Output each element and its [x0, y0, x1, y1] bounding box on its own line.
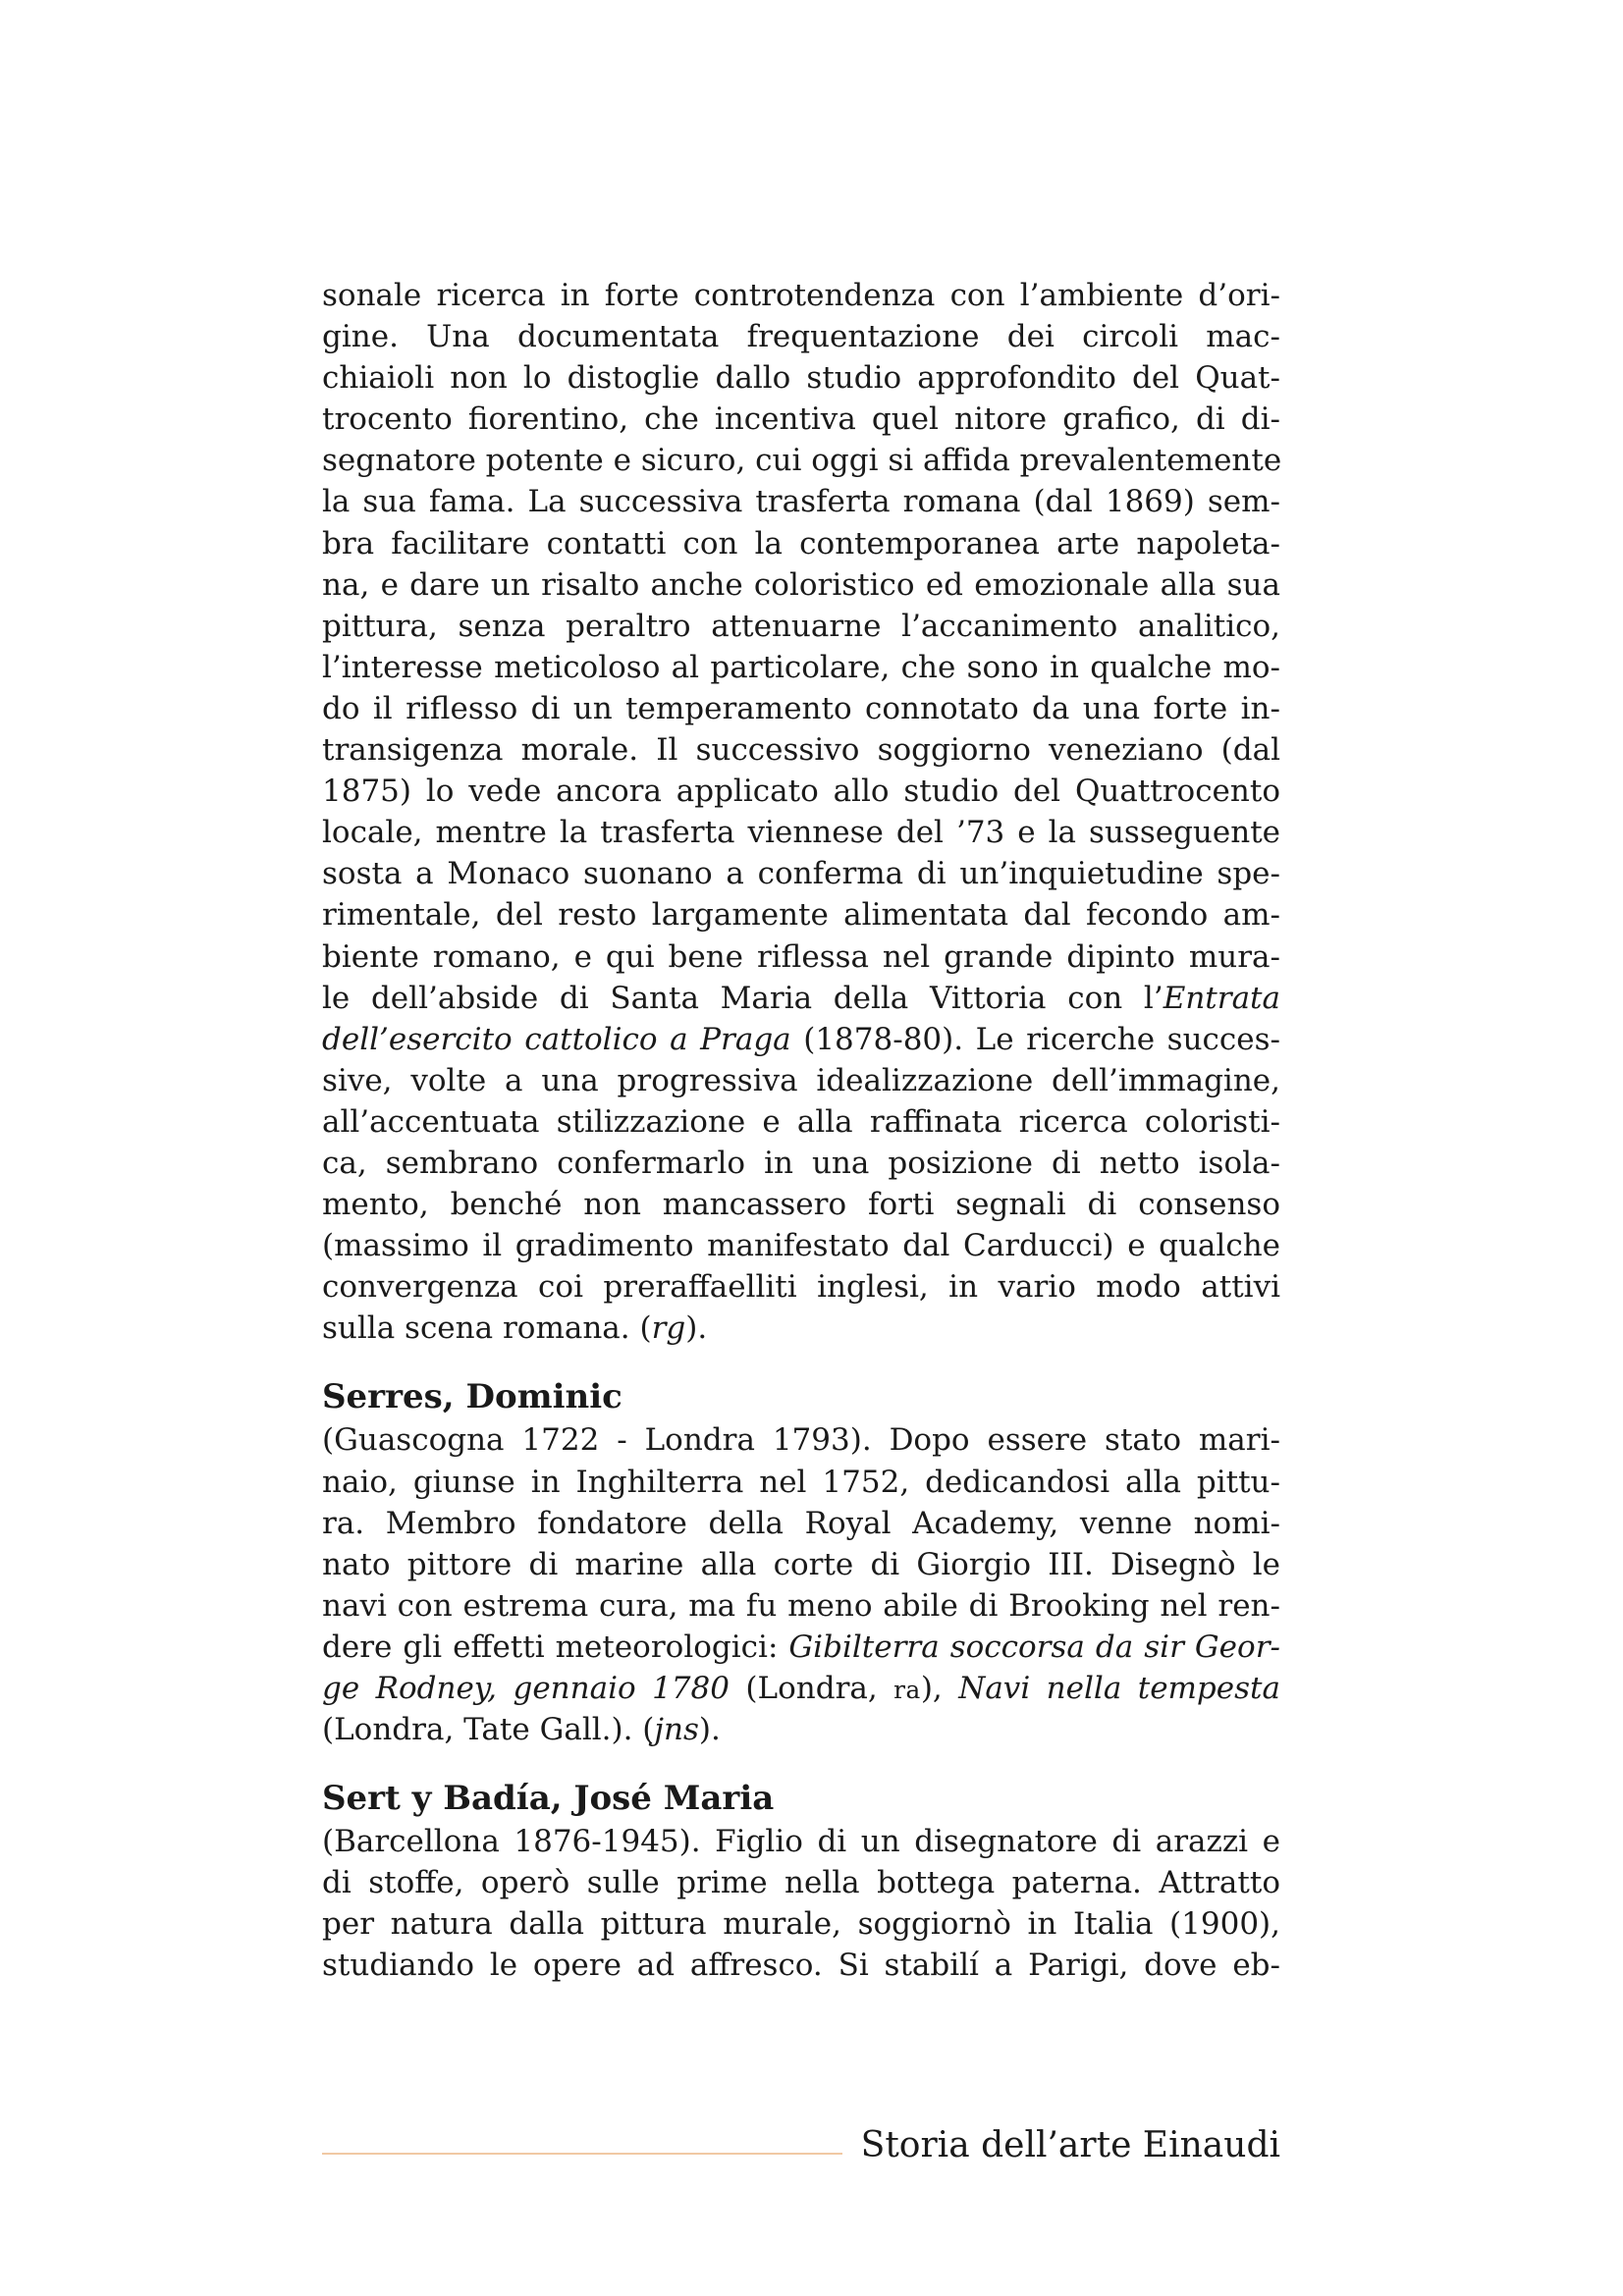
artwork-title: Entrata [1163, 980, 1280, 1016]
text-line [322, 978, 1280, 1019]
text-line: sive, volte a una progressiva idealizzazione dell’immagine, [322, 1062, 1280, 1098]
text-run: le dell’abside di Santa Maria della Vittoria con l’ [322, 980, 1163, 1016]
text-line: (Guascogna 1722 - Londra 1793). Dopo essere stato mari- [322, 1422, 1280, 1459]
text-line [322, 1668, 1280, 1709]
artwork-title: dell’esercito cattolico a Praga [322, 1021, 791, 1057]
text-run: (Londra, [729, 1671, 894, 1706]
text-line: rimentale, del resto largamente alimentata dal fecondo am- [322, 897, 1280, 934]
museum-abbreviation: ra [893, 1676, 921, 1704]
text-line: studiando le opere ad affresco. Si stabilí a Parigi, dove eb- [322, 1948, 1280, 1984]
text-line: pittura, senza peraltro attenuarne l’accanimento analitico, [322, 608, 1280, 644]
text-line: chiaioli non lo distoglie dallo studio approfondito del Quat- [322, 360, 1280, 397]
text-line: ra. Membro fondatore della Royal Academy, venne nomi- [322, 1505, 1280, 1541]
entry-body-sert [322, 1821, 1280, 1986]
text-line: l’interesse meticoloso al particolare, che sono in qualche mo- [322, 649, 1280, 685]
text-run: (1878-80). Le ricerche succes- [790, 1021, 1280, 1057]
footer-rule [322, 2153, 842, 2155]
text-line: (Barcellona 1876-1945). Figlio di un disegnatore di arazzi e [322, 1824, 1280, 1860]
text-run: ), [920, 1671, 959, 1706]
text-line: ca, sembrano confermarlo in una posizione di netto isola- [322, 1145, 1280, 1181]
text-line: locale, mentre la trasferta viennese del ’73 e la susseguente [322, 815, 1280, 851]
text-line: nato pittore di marine alla corte di Giorgio III. Disegnò le [322, 1546, 1280, 1582]
text-line: di stoffe, operò sulle prime nella bottega paterna. Attratto [322, 1865, 1280, 1901]
text-line [322, 1627, 1280, 1668]
text-run: ). [698, 1712, 721, 1748]
text-line: mento, benché non mancassero forti segnali di consenso [322, 1187, 1280, 1223]
author-initials: jns [654, 1712, 699, 1748]
entry-heading-sert: Sert y Badía, José Maria [322, 1779, 775, 1819]
main-text-column [322, 275, 1280, 1987]
text-line: per natura dalla pittura murale, soggiornò in Italia (1900), [322, 1906, 1280, 1943]
text-line: biente romano, e qui bene riflessa nel grande dipinto mura- [322, 938, 1280, 975]
artwork-title: ge Rodney, gennaio 1780 [322, 1671, 730, 1706]
text-line: na, e dare un risalto anche coloristico ed emozionale alla sua [322, 566, 1280, 603]
text-line: trocento fiorentino, che incentiva quel nitore grafico, di di- [322, 401, 1280, 438]
text-line: all’accentuata stilizzazione e alla raffinata ricerca coloristi- [322, 1103, 1280, 1140]
text-line: la sua fama. La successiva trasferta romana (dal 1869) sem- [322, 484, 1280, 520]
text-line: do il riflesso di un temperamento connotato da una forte in- [322, 690, 1280, 726]
text-line: gine. Una documentata frequentazione dei circoli mac- [322, 319, 1280, 355]
text-run: (Londra, Tate Gall.). ( [322, 1712, 655, 1748]
text-run: ). [685, 1310, 708, 1347]
footer-title: Storia dell’arte Einaudi [860, 2125, 1280, 2165]
text-line: transigenza morale. Il successivo soggiorno veneziano (dal [322, 732, 1280, 769]
text-line: naio, giunse in Inghilterra nel 1752, dedicandosi alla pittu- [322, 1464, 1280, 1500]
text-line: (massimo il gradimento manifestato dal Carducci) e qualche [322, 1228, 1280, 1264]
text-line [322, 1308, 1280, 1349]
text-line: navi con estrema cura, ma fu meno abile di Brooking nel ren- [322, 1587, 1280, 1624]
entry-heading-serres: Serres, Dominic [322, 1377, 622, 1417]
text-line: 1875) lo vede ancora applicato allo studio del Quattrocento [322, 774, 1280, 810]
text-line [322, 1709, 1280, 1750]
text-line: bra facilitare contatti con la contemporanea arte napoleta- [322, 525, 1280, 561]
text-run: sulla scena romana. ( [322, 1310, 652, 1347]
text-line: sonale ricerca in forte controtendenza con l’ambiente d’ori- [322, 278, 1280, 313]
text-line: convergenza coi preraffaelliti inglesi, in vario modo attivi [322, 1269, 1280, 1306]
continuation-paragraph [322, 275, 1280, 1349]
text-line [322, 1019, 1280, 1060]
author-initials: rg [651, 1310, 686, 1347]
artwork-title: Gibilterra soccorsa da sir Geor- [788, 1629, 1280, 1665]
entry-body-serres [322, 1419, 1280, 1750]
text-line: segnatore potente e sicuro, cui oggi si affida prevalentemente [322, 443, 1282, 479]
text-line: sosta a Monaco suonano a conferma di un’inquietudine spe- [322, 856, 1280, 892]
artwork-title: Navi nella tempesta [958, 1671, 1280, 1706]
text-run: dere gli effetti meteorologici: [322, 1629, 789, 1665]
